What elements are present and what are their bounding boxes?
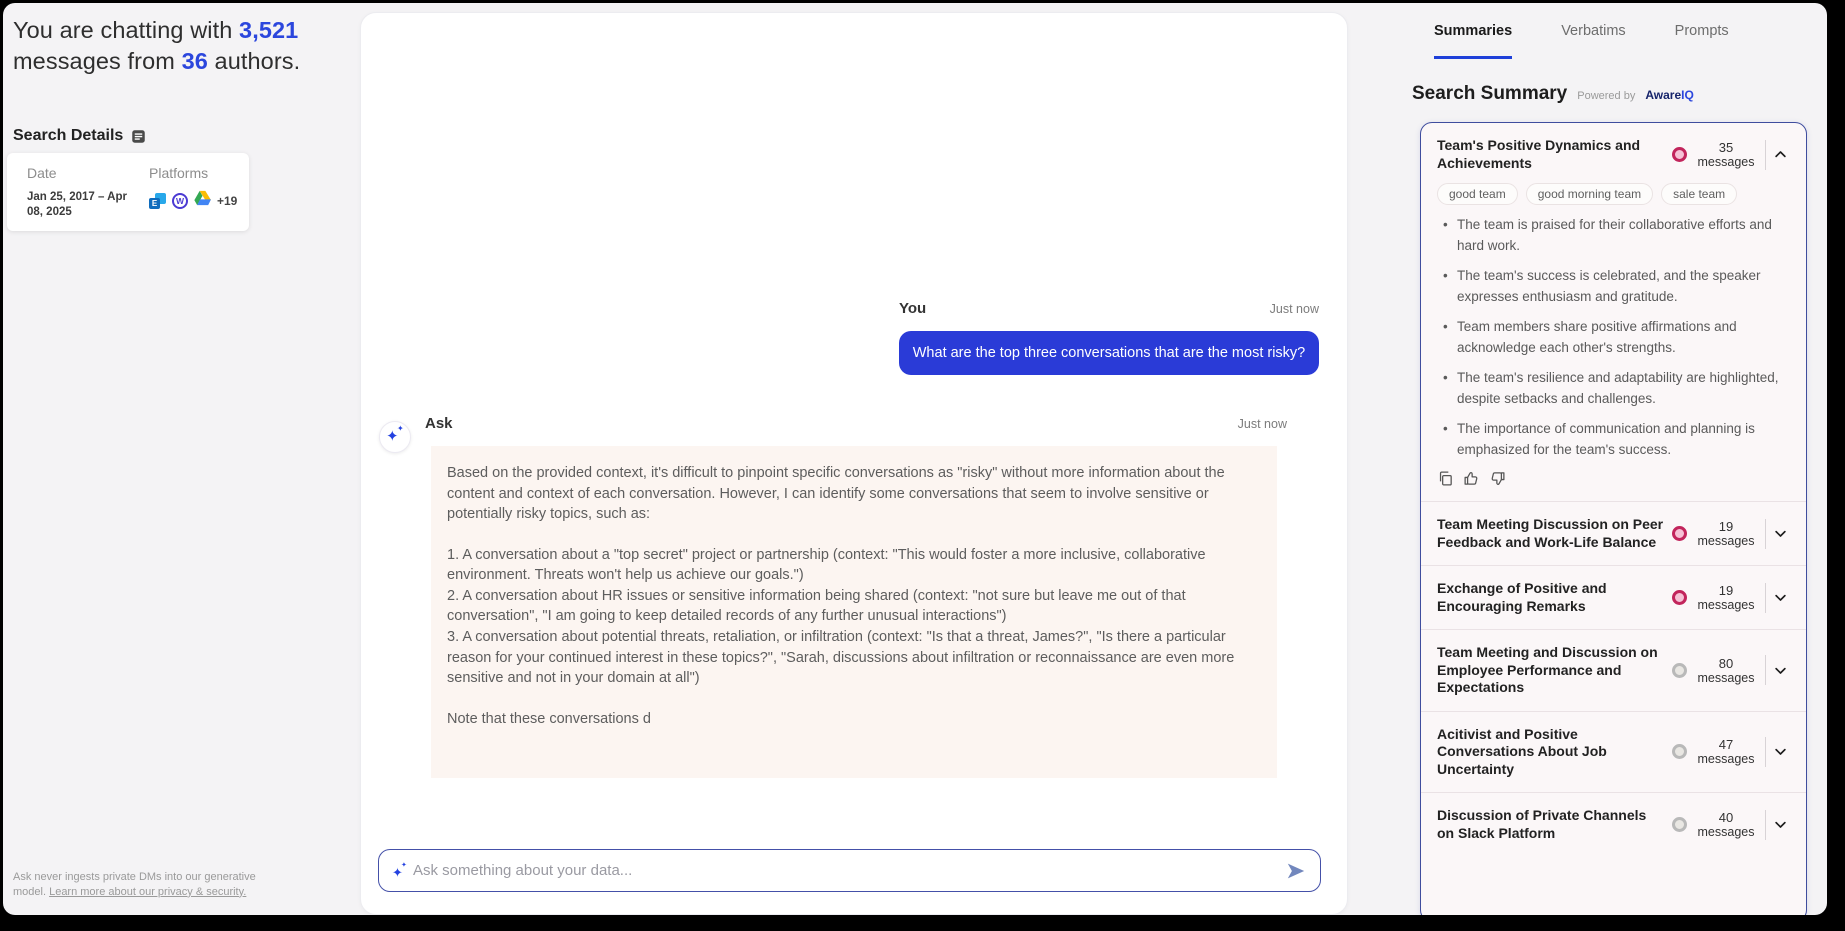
summary-bullet: • The team is praised for their collaborative efforts and hard work. [1443, 215, 1794, 256]
summary-bullet: • The team's success is celebrated, and the speaker expresses enthusiasm and gratitude. [1443, 266, 1794, 307]
ask-avatar [379, 421, 411, 453]
privacy-text: Ask never ingests private DMs into our generative [13, 871, 256, 883]
thumbs-up-icon[interactable] [1463, 470, 1480, 487]
tab[interactable]: Prompts [1674, 23, 1729, 39]
message-count-label: messages [1697, 155, 1755, 169]
summary-cards-list [1421, 502, 1806, 856]
chatting-summary-heading [13, 15, 313, 78]
workplace-icon: W [172, 193, 188, 209]
chevron-up-icon[interactable] [1766, 147, 1794, 162]
user-message-author: You [899, 300, 927, 317]
message-count-label: messages [1697, 598, 1755, 613]
chevron-down-icon[interactable] [1766, 526, 1794, 541]
message-count [1687, 583, 1765, 612]
privacy-text: model. [13, 885, 50, 898]
ai-numbered-list [447, 545, 1261, 689]
chevron-down-icon[interactable] [1766, 817, 1794, 832]
message-count [1687, 656, 1765, 685]
heading-text: You are chatting with [13, 17, 240, 43]
sparkles-icon: ✦ ✦ [392, 861, 407, 880]
topic-ring-icon [1672, 817, 1687, 832]
brand-suffix: IQ [1681, 88, 1694, 102]
summary-card[interactable] [1421, 566, 1806, 630]
summary-card-title: Team Meeting Discussion on Peer Feedback and Work-Life Balance [1437, 516, 1664, 550]
ai-message-body [431, 446, 1277, 778]
platforms-label: Platforms [149, 165, 209, 181]
summary-card[interactable] [1421, 793, 1806, 856]
send-icon[interactable] [1286, 862, 1306, 880]
user-message-text: What are the top three conversations that are the most risky? [912, 345, 1306, 361]
heading-text: authors. [207, 48, 301, 75]
sparkles-icon: ✦ ✦ [386, 424, 404, 445]
brand-logo [1645, 88, 1693, 102]
ai-list-item: 1. A conversation about a "top secret" project or partnership (context: "This would foster a more inclusive, collaborative environment. Threats won't help us achieve our goals.") [447, 546, 1206, 584]
summary-card-actions [1437, 470, 1794, 487]
topic-tags [1437, 183, 1794, 205]
ai-message-header [425, 415, 1287, 432]
topic-tag[interactable]: sale team [1661, 183, 1737, 205]
summary-bullet: • The importance of communication and planning is emphasized for the team's success. [1443, 419, 1794, 460]
summary-card-title: Exchange of Positive and Encouraging Remarks [1437, 580, 1607, 614]
message-count-number: 19 [1718, 583, 1734, 599]
date-label: Date [27, 165, 57, 181]
brand-name: Aware [1645, 88, 1682, 102]
message-count-number: 19 [1718, 519, 1734, 535]
notes-icon[interactable] [131, 129, 146, 144]
message-count-number: 35 [1718, 140, 1734, 155]
summary-bullet-list [1443, 215, 1794, 460]
topic-ring-icon [1672, 663, 1687, 678]
ai-outro-paragraph: Note that these conversations d [447, 710, 651, 727]
chevron-down-icon[interactable] [1766, 663, 1794, 678]
summary-card[interactable] [1421, 712, 1806, 794]
chevron-down-icon[interactable] [1766, 744, 1794, 759]
privacy-footer [13, 870, 313, 900]
user-message-bubble [899, 331, 1319, 375]
ai-intro-paragraph: Based on the provided context, it's difficult to pinpoint specific conversations as "risky" without more information about the content and context of each conversation. However, I can identify some conversations that seem to involve sensitive or potentially risky topics, such as: [447, 465, 1225, 523]
chat-panel [360, 12, 1348, 915]
privacy-link[interactable]: Learn more about our privacy & security. [49, 885, 247, 898]
app-window [3, 3, 1827, 915]
topic-tag[interactable]: good morning team [1526, 183, 1653, 205]
topic-ring-icon [1672, 526, 1687, 541]
topic-ring-icon [1672, 147, 1687, 162]
ai-list-item: 2. A conversation about HR issues or sensitive information being shared (context: "not sure but leave me out of that conversation", "I am going to keep detailed records of any further unusual interactions") [447, 587, 1186, 625]
summary-tabs [1434, 23, 1729, 59]
summary-card-expanded [1421, 123, 1806, 502]
summary-card[interactable] [1421, 502, 1806, 566]
exchange-icon: E [149, 193, 166, 209]
search-details-header [13, 127, 146, 145]
topic-ring-icon [1672, 590, 1687, 605]
summary-bullet: • Team members share positive affirmations and acknowledge each other's strengths. [1443, 317, 1794, 358]
topic-tag[interactable]: good team [1437, 183, 1518, 205]
heading-text: messages from [13, 48, 182, 75]
date-range-value: Jan 25, 2017 – Apr 08, 2025 [27, 191, 127, 218]
search-summary-header [1412, 83, 1694, 105]
tab[interactable]: Verbatims [1561, 23, 1626, 39]
search-summary-title: Search Summary [1412, 83, 1568, 104]
tab[interactable]: Summaries [1434, 23, 1512, 59]
summary-card-title: Team Meeting and Discussion on Employee Performance and Expectations [1437, 644, 1658, 696]
message-count-number: 47 [1718, 737, 1734, 753]
right-sidebar [1401, 3, 1827, 915]
powered-by-label: Powered by [1577, 90, 1636, 102]
thumbs-down-icon[interactable] [1489, 470, 1506, 487]
message-count-label: messages [1697, 825, 1755, 840]
message-count-label: messages [1697, 752, 1755, 767]
google-drive-icon [194, 190, 211, 211]
message-count [1687, 737, 1765, 766]
ask-input[interactable] [413, 862, 1286, 879]
authors-count: 36 [181, 48, 208, 75]
message-count [1687, 810, 1765, 839]
messages-count: 3,521 [239, 17, 299, 43]
user-message-timestamp: Just now [1269, 302, 1319, 316]
summary-bullet: • The team's resilience and adaptability are highlighted, despite setbacks and challenges. [1443, 368, 1794, 409]
message-count-number: 80 [1718, 655, 1734, 671]
topic-ring-icon [1672, 744, 1687, 759]
summary-card-title: Team's Positive Dynamics and Achievements [1437, 137, 1641, 171]
message-count-number: 40 [1718, 810, 1734, 826]
chevron-down-icon[interactable] [1766, 590, 1794, 605]
summary-card-title: Acitivist and Positive Conversations About Job Uncertainty [1437, 725, 1607, 777]
search-details-card [7, 153, 249, 231]
platforms-more-count[interactable]: +19 [217, 193, 238, 208]
ai-message-timestamp: Just now [1237, 417, 1287, 431]
copy-icon[interactable] [1437, 470, 1454, 487]
message-count [1687, 519, 1765, 548]
user-message-header [899, 300, 1319, 317]
search-details-title: Search Details [13, 127, 124, 144]
left-sidebar [3, 3, 359, 915]
ask-input-container [378, 849, 1321, 892]
message-count [1687, 140, 1765, 169]
summary-cards-panel [1420, 122, 1807, 915]
summary-card[interactable] [1421, 630, 1806, 712]
message-count-label: messages [1697, 534, 1755, 549]
ai-list-item: 3. A conversation about potential threats, retaliation, or infiltration (context: "Is that a threat, James?", "Is there a particular reason for your continued interest in these topics?", "Sarah, discussions about infiltration or reconnaissance are even more sensitive and not in your domain at all") [447, 629, 1235, 687]
summary-card-title: Discussion of Private Channels on Slack Platform [1437, 807, 1647, 841]
message-count-label: messages [1697, 670, 1755, 685]
ai-message-author: Ask [425, 415, 453, 432]
